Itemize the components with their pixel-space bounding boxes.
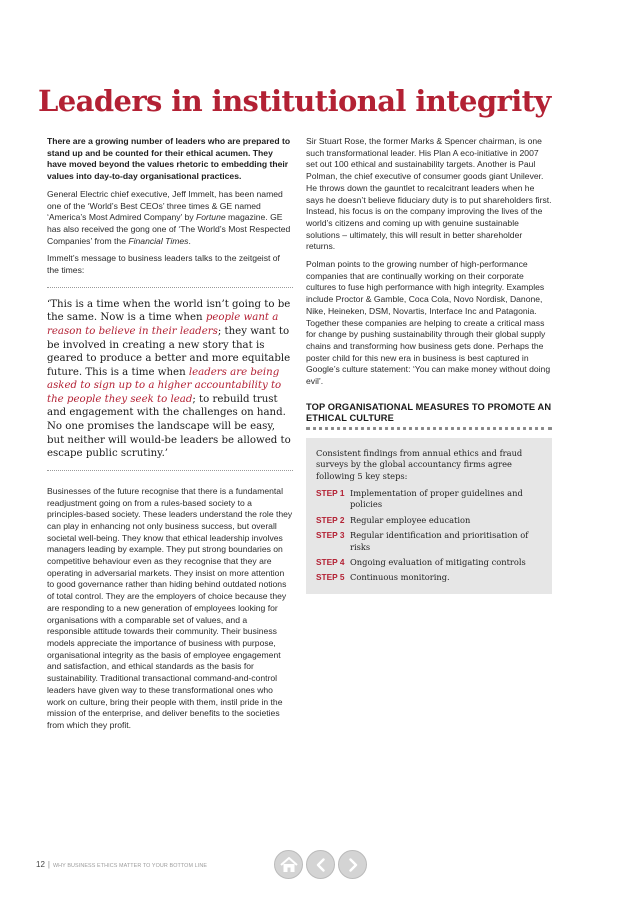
quote-highlight: people want a reason to believe in their leaders [47, 312, 279, 337]
step-text: Ongoing evaluation of mitigating controls [350, 557, 526, 568]
chevron-left-icon [315, 858, 327, 872]
next-page-button[interactable] [338, 850, 367, 879]
step-item [316, 488, 542, 511]
previous-page-button[interactable] [306, 850, 335, 879]
right-column [306, 136, 552, 594]
body-paragraph-rose: Sir Stuart Rose, the former Marks & Spencer chairman, is one such transformational leader. His Plan A eco-initiative in 2007 set out 100 ethical and sustainability targets. Another is Paul Polman, the chief executive of consumer goods giant Unilever. He throws down the gauntlet to recalcitrant leaders when he says he doesn’t believe fiduciary duty is to put shareholders first. Instead, his focus is on the company improving the lives of the world’s citizens and coming up with genuine sustainable solutions – ultimately, this will result in better shareholder returns. [306, 136, 552, 252]
page-number: 12 [36, 860, 45, 869]
dotted-divider [306, 427, 552, 430]
body-paragraph-polman: Polman points to the growing number of high-performance companies that are continually working on their corporate cultures to fuse high performance with high integrity. Examples include Proctor & Gamble, Coca Cola, Novo Nordisk, Danone, Nike, Heineken, DSM, Novartis, Interface Inc and Patagonia. Together these companies are helping to create a critical mass for change by pushing sustainability through their global supply chains and transforming how business gets done. Perhaps the poster child for this new era in business is best captured in Google’s culture statement: ‘You can make money without doing evil’. [306, 259, 551, 387]
left-column [47, 136, 293, 738]
step-label: STEP 5 [316, 572, 345, 583]
page-footer [36, 860, 207, 869]
text-run: . [188, 235, 191, 246]
step-label: STEP 4 [316, 557, 345, 568]
chevron-right-icon [347, 858, 359, 872]
step-label: STEP 1 [316, 487, 345, 498]
page-title: Leaders in institutional integrity [38, 84, 551, 118]
step-label: STEP 2 [316, 514, 345, 525]
text-run: General Electric chief executive, Jeff Immelt, has been named one of the ‘World’s Best CEOs’ three times & GE named ‘America’s Most Admired Company’ by [47, 188, 283, 223]
text-run: magazine. GE has also received the gong one of ‘The World’s Most Respected Companies’ from the [47, 212, 291, 246]
step-item [316, 530, 542, 553]
key-steps-box [306, 438, 552, 594]
body-paragraph-ge [47, 189, 293, 248]
lead-paragraph: There are a growing number of leaders who are prepared to stand up and be counted for their ethical acumen. They have moved beyond the values rhetoric to embedding their values into day-to-day organisational practices. [47, 136, 291, 182]
steps-intro: Consistent findings from annual ethics and fraud surveys by the global accountancy firms agree following 5 key steps: [316, 447, 523, 481]
publication-financial-times: Financial Times [128, 235, 189, 246]
home-button[interactable] [274, 850, 303, 879]
footer-separator: | [47, 860, 50, 869]
publication-fortune: Fortune [196, 212, 226, 223]
pull-quote [47, 287, 293, 471]
quote-text: ; to rebuild trust and engagement with the challenges on hand. No one promises the landscape will be easy, but neither will would-be leaders be allowed to escape public scrutiny.’ [47, 393, 291, 460]
footer-title: WHY BUSINESS ETHICS MATTER TO YOUR BOTTOM LINE [52, 863, 208, 869]
section-heading: TOP ORGANISATIONAL MEASURES TO PROMOTE AN ETHICAL CULTURE [306, 401, 552, 424]
step-text: Continuous monitoring. [350, 572, 450, 583]
home-icon [280, 857, 298, 873]
step-text: Regular employee education [350, 514, 471, 525]
step-label: STEP 3 [316, 530, 345, 541]
step-item [316, 515, 542, 526]
quote-text: ; they want to be involved in creating a new story that is geared to produce a better and more equitable future. This is a time when [47, 325, 291, 378]
step-text: Implementation of proper guidelines and policies [350, 487, 523, 510]
step-item [316, 557, 542, 568]
quote-highlight: leaders are being asked to sign up to a higher accountability to the people they seek to lead [47, 366, 282, 405]
body-paragraph-future: Businesses of the future recognise that there is a fundamental readjustment going on from a rules-based society to a principles-based society. These leaders understand the role they can play in enhancing not only business success, but overall societal well-being. They know that ethical leadership involves managers leading by example. They put strong boundaries on competitive behaviour even as they recognise that they are operating in adversarial markets. They insist on more attention to good governance rather than hiding behind outdated notions of total control. They are the employers of choice because they are responding to a new generation of employees looking for organisations with a comparable set of values, and a responsible attitude towards their community. Their business models appreciate the importance of business with purpose, organisational integrity as the basis of employee engagement and satisfaction, and ethical standards as the basis for sustainability. Traditional transactional command-and-control leaders have given way to these transformational ones who work on culture, bring their people with them, instil pride in the mission of the enterprise, and deliver benefits to the societies from which they profit. [47, 485, 293, 730]
quote-text: ‘This is a time when the world isn’t going to be the same. Now is a time when [47, 298, 291, 324]
step-item [316, 572, 542, 583]
step-text: Regular identification and prioritisation of risks [350, 530, 529, 552]
body-paragraph-immelt: Immelt’s message to business leaders talks to the zeitgeist of the times: [47, 253, 280, 276]
